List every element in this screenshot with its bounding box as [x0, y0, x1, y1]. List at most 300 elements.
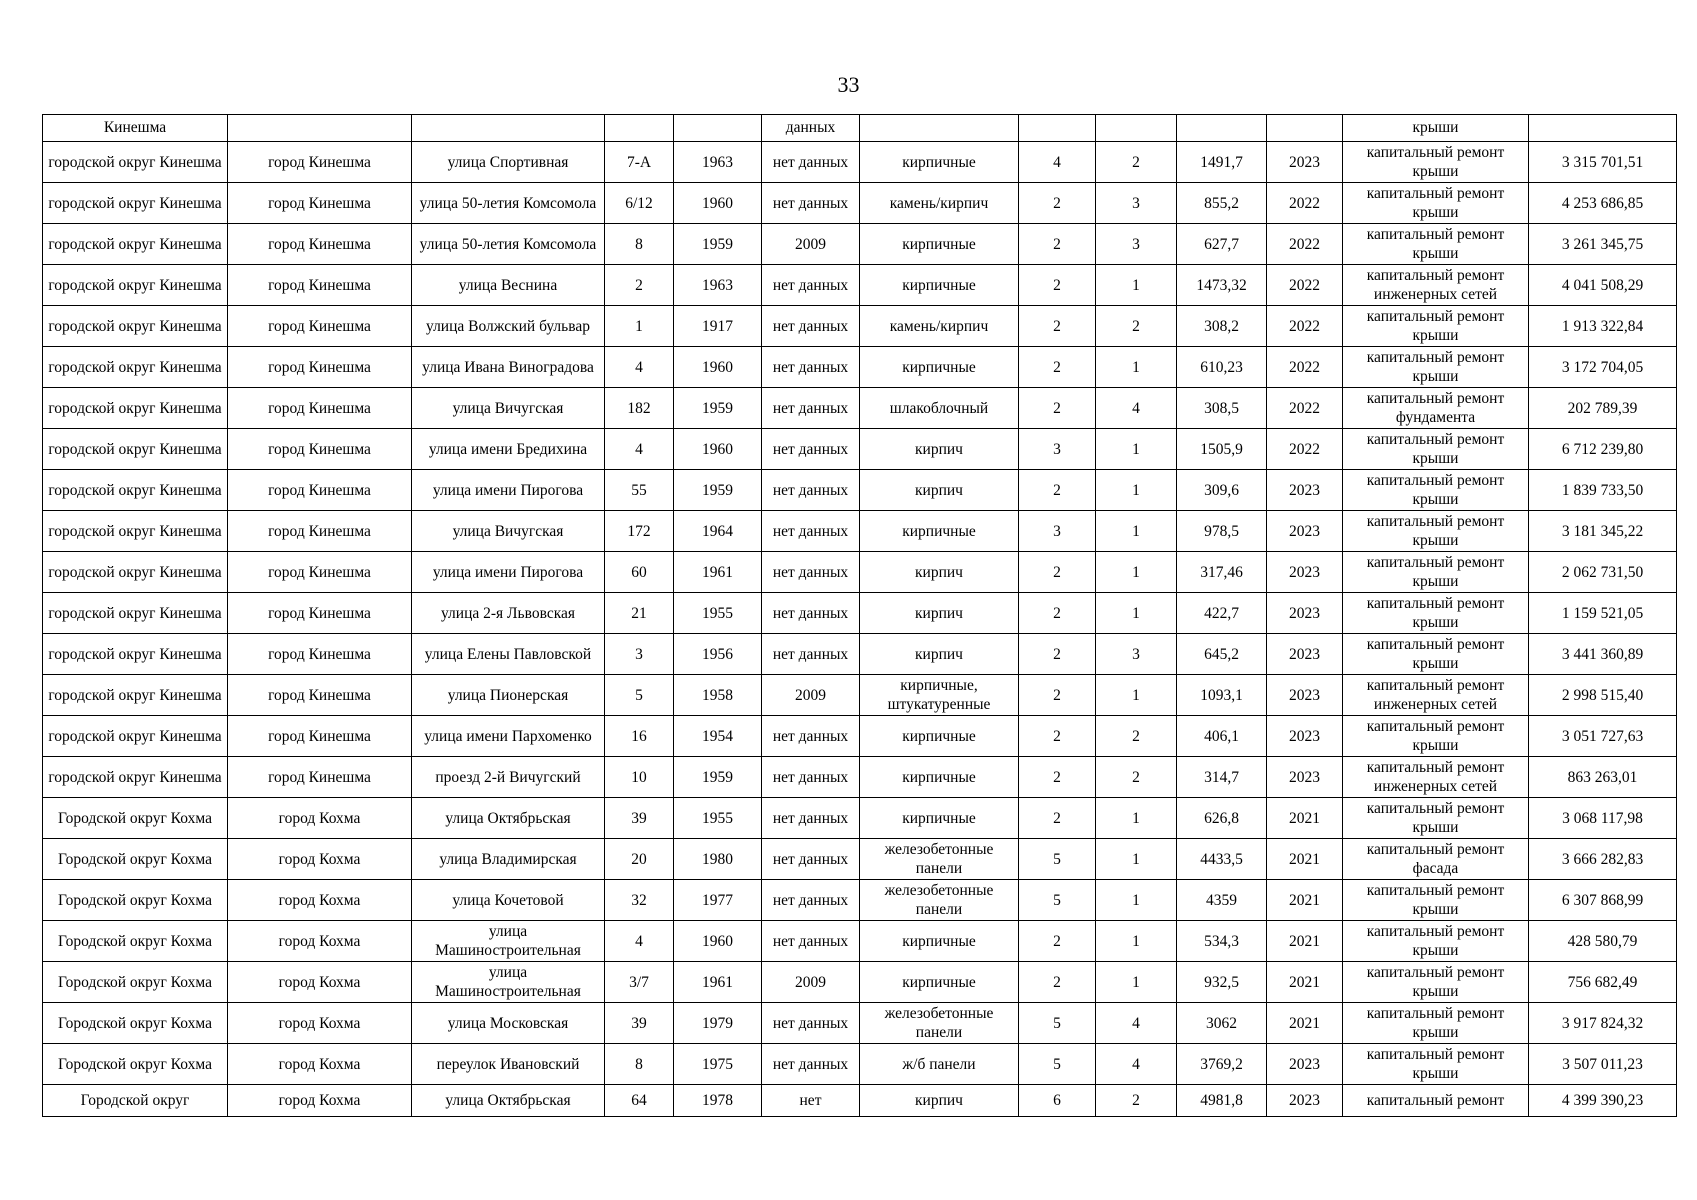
cell-settlement: город Кинешма: [228, 593, 412, 634]
cell-build-year: 1963: [674, 142, 762, 183]
cell-wall-material: кирпичные, штукатуренные: [860, 675, 1019, 716]
table-row: [43, 839, 1677, 880]
cell-floors: [1019, 115, 1096, 142]
cell-work-type: крыши: [1343, 115, 1529, 142]
cell-floors: 2: [1019, 716, 1096, 757]
cell-planned-year: 2023: [1267, 716, 1343, 757]
cell-build-year: 1961: [674, 552, 762, 593]
cell-street: улица 50-летия Комсомола: [412, 224, 605, 265]
cell-floors: 5: [1019, 839, 1096, 880]
cell-work-type: капитальный ремонт крыши: [1343, 962, 1529, 1003]
cell-floors: 3: [1019, 429, 1096, 470]
cell-planned-year: 2023: [1267, 511, 1343, 552]
cell-street: улица имени Пирогова: [412, 552, 605, 593]
cell-entrances: 1: [1096, 593, 1177, 634]
cell-planned-year: 2021: [1267, 962, 1343, 1003]
cell-work-type: капитальный ремонт крыши: [1343, 511, 1529, 552]
cell-house-number: 16: [605, 716, 674, 757]
cell-floors: 2: [1019, 675, 1096, 716]
cell-district: городской округ Кинешма: [43, 347, 228, 388]
cell-area: 3062: [1177, 1003, 1267, 1044]
cell-floors: 5: [1019, 880, 1096, 921]
table-row: [43, 347, 1677, 388]
cell-build-year: 1955: [674, 798, 762, 839]
cell-entrances: 4: [1096, 1044, 1177, 1085]
cell-area: 4433,5: [1177, 839, 1267, 880]
cell-floors: 2: [1019, 224, 1096, 265]
cell-street: улица Кочетовой: [412, 880, 605, 921]
cell-entrances: 1: [1096, 511, 1177, 552]
cell-renovation-year: нет данных: [762, 470, 860, 511]
cell-area: [1177, 115, 1267, 142]
cell-cost: 1 913 322,84: [1529, 306, 1677, 347]
cell-entrances: 3: [1096, 183, 1177, 224]
cell-entrances: 1: [1096, 429, 1177, 470]
cell-build-year: 1963: [674, 265, 762, 306]
table-row: [43, 552, 1677, 593]
cell-cost: [1529, 115, 1677, 142]
cell-wall-material: кирпич: [860, 1085, 1019, 1117]
cell-work-type: капитальный ремонт фундамента: [1343, 388, 1529, 429]
cell-planned-year: 2022: [1267, 347, 1343, 388]
cell-entrances: 1: [1096, 962, 1177, 1003]
cell-planned-year: [1267, 115, 1343, 142]
cell-planned-year: 2023: [1267, 470, 1343, 511]
cell-entrances: 2: [1096, 716, 1177, 757]
cell-planned-year: 2023: [1267, 552, 1343, 593]
cell-renovation-year: нет данных: [762, 429, 860, 470]
table-row: [43, 757, 1677, 798]
cell-settlement: город Кинешма: [228, 757, 412, 798]
cell-renovation-year: нет данных: [762, 142, 860, 183]
table-row: [43, 716, 1677, 757]
cell-street: улица Пионерская: [412, 675, 605, 716]
table-row: [43, 675, 1677, 716]
cell-build-year: [674, 115, 762, 142]
cell-settlement: город Кинешма: [228, 634, 412, 675]
cell-house-number: 8: [605, 224, 674, 265]
cell-entrances: 1: [1096, 552, 1177, 593]
cell-district: городской округ Кинешма: [43, 306, 228, 347]
cell-cost: 2 998 515,40: [1529, 675, 1677, 716]
cell-area: 406,1: [1177, 716, 1267, 757]
cell-wall-material: кирпич: [860, 552, 1019, 593]
cell-planned-year: 2021: [1267, 798, 1343, 839]
table-row: [43, 183, 1677, 224]
cell-cost: 3 261 345,75: [1529, 224, 1677, 265]
cell-street: улица Московская: [412, 1003, 605, 1044]
cell-renovation-year: нет данных: [762, 716, 860, 757]
cell-build-year: 1979: [674, 1003, 762, 1044]
cell-district: городской округ Кинешма: [43, 388, 228, 429]
cell-settlement: город Кохма: [228, 921, 412, 962]
cell-street: улица 2-я Львовская: [412, 593, 605, 634]
cell-area: 309,6: [1177, 470, 1267, 511]
cell-house-number: 55: [605, 470, 674, 511]
cell-floors: 2: [1019, 265, 1096, 306]
cell-area: 932,5: [1177, 962, 1267, 1003]
cell-house-number: 60: [605, 552, 674, 593]
cell-house-number: 32: [605, 880, 674, 921]
cell-district: городской округ Кинешма: [43, 634, 228, 675]
page-number: 33: [837, 72, 860, 97]
cell-wall-material: камень/кирпич: [860, 183, 1019, 224]
cell-settlement: город Кинешма: [228, 142, 412, 183]
cell-cost: 1 839 733,50: [1529, 470, 1677, 511]
cell-street: улица Машиностроительная: [412, 921, 605, 962]
cell-district: городской округ Кинешма: [43, 142, 228, 183]
cell-renovation-year: 2009: [762, 962, 860, 1003]
cell-area: 534,3: [1177, 921, 1267, 962]
cell-cost: 4 399 390,23: [1529, 1085, 1677, 1117]
cell-settlement: город Кинешма: [228, 347, 412, 388]
cell-renovation-year: нет данных: [762, 880, 860, 921]
cell-settlement: [228, 115, 412, 142]
cell-planned-year: 2023: [1267, 593, 1343, 634]
cell-settlement: город Кинешма: [228, 716, 412, 757]
cell-floors: 2: [1019, 552, 1096, 593]
cell-planned-year: 2023: [1267, 1044, 1343, 1085]
cell-renovation-year: нет данных: [762, 634, 860, 675]
cell-district: городской округ Кинешма: [43, 429, 228, 470]
cell-district: городской округ Кинешма: [43, 183, 228, 224]
cell-settlement: город Кохма: [228, 1085, 412, 1117]
table-row: [43, 962, 1677, 1003]
cell-district: Городской округ Кохма: [43, 1003, 228, 1044]
cell-renovation-year: нет данных: [762, 347, 860, 388]
cell-area: 317,46: [1177, 552, 1267, 593]
cell-street: улица Владимирская: [412, 839, 605, 880]
cell-cost: 6 712 239,80: [1529, 429, 1677, 470]
cell-renovation-year: нет данных: [762, 306, 860, 347]
cell-settlement: город Кохма: [228, 962, 412, 1003]
cell-street: переулок Ивановский: [412, 1044, 605, 1085]
cell-wall-material: ж/б панели: [860, 1044, 1019, 1085]
cell-planned-year: 2021: [1267, 839, 1343, 880]
cell-district: городской округ Кинешма: [43, 675, 228, 716]
table-row: [43, 224, 1677, 265]
cell-floors: 2: [1019, 347, 1096, 388]
cell-work-type: капитальный ремонт крыши: [1343, 142, 1529, 183]
cell-house-number: 1: [605, 306, 674, 347]
cell-entrances: 2: [1096, 1085, 1177, 1117]
cell-house-number: 5: [605, 675, 674, 716]
cell-house-number: 21: [605, 593, 674, 634]
cell-district: городской округ Кинешма: [43, 265, 228, 306]
cell-work-type: капитальный ремонт инженерных сетей: [1343, 265, 1529, 306]
cell-area: 610,23: [1177, 347, 1267, 388]
cell-wall-material: кирпичные: [860, 716, 1019, 757]
cell-wall-material: кирпичные: [860, 757, 1019, 798]
cell-planned-year: 2022: [1267, 183, 1343, 224]
cell-house-number: 10: [605, 757, 674, 798]
cell-area: 627,7: [1177, 224, 1267, 265]
cell-cost: 3 441 360,89: [1529, 634, 1677, 675]
cell-district: городской округ Кинешма: [43, 552, 228, 593]
cell-district: Городской округ: [43, 1085, 228, 1117]
cell-district: Городской округ Кохма: [43, 1044, 228, 1085]
cell-renovation-year: нет данных: [762, 511, 860, 552]
table-row: [43, 634, 1677, 675]
cell-street: улица Октябрьская: [412, 798, 605, 839]
cell-cost: 3 051 727,63: [1529, 716, 1677, 757]
table-row: [43, 470, 1677, 511]
cell-build-year: 1960: [674, 183, 762, 224]
cell-renovation-year: нет данных: [762, 183, 860, 224]
cell-entrances: 1: [1096, 839, 1177, 880]
cell-wall-material: железобетонные панели: [860, 880, 1019, 921]
cell-renovation-year: 2009: [762, 224, 860, 265]
cell-cost: 3 181 345,22: [1529, 511, 1677, 552]
cell-entrances: 2: [1096, 757, 1177, 798]
cell-house-number: 4: [605, 347, 674, 388]
cell-build-year: 1955: [674, 593, 762, 634]
cell-settlement: город Кинешма: [228, 306, 412, 347]
cell-area: 978,5: [1177, 511, 1267, 552]
table-row-continues: [43, 1085, 1677, 1117]
cell-floors: 5: [1019, 1003, 1096, 1044]
cell-planned-year: 2022: [1267, 388, 1343, 429]
cell-renovation-year: нет данных: [762, 1044, 860, 1085]
cell-entrances: 4: [1096, 388, 1177, 429]
cell-planned-year: 2021: [1267, 1003, 1343, 1044]
cell-wall-material: шлакоблочный: [860, 388, 1019, 429]
cell-district: городской округ Кинешма: [43, 224, 228, 265]
cell-street: улица Машиностроительная: [412, 962, 605, 1003]
cell-build-year: 1960: [674, 347, 762, 388]
cell-cost: 202 789,39: [1529, 388, 1677, 429]
cell-renovation-year: нет данных: [762, 1003, 860, 1044]
cell-wall-material: кирпичные: [860, 142, 1019, 183]
cell-work-type: капитальный ремонт крыши: [1343, 183, 1529, 224]
cell-cost: 3 315 701,51: [1529, 142, 1677, 183]
cell-house-number: 8: [605, 1044, 674, 1085]
cell-work-type: капитальный ремонт крыши: [1343, 429, 1529, 470]
cell-settlement: город Кинешма: [228, 265, 412, 306]
cell-wall-material: кирпич: [860, 593, 1019, 634]
cell-entrances: 1: [1096, 798, 1177, 839]
cell-floors: 2: [1019, 634, 1096, 675]
cell-wall-material: кирпич: [860, 470, 1019, 511]
cell-area: 645,2: [1177, 634, 1267, 675]
cell-build-year: 1959: [674, 470, 762, 511]
cell-entrances: 1: [1096, 347, 1177, 388]
cell-cost: 756 682,49: [1529, 962, 1677, 1003]
cell-street: [412, 115, 605, 142]
cell-entrances: [1096, 115, 1177, 142]
cell-settlement: город Кохма: [228, 880, 412, 921]
cell-wall-material: кирпичные: [860, 347, 1019, 388]
cell-entrances: 2: [1096, 306, 1177, 347]
cell-wall-material: кирпичные: [860, 224, 1019, 265]
cell-renovation-year: нет данных: [762, 839, 860, 880]
cell-settlement: город Кинешма: [228, 552, 412, 593]
cell-district: Городской округ Кохма: [43, 839, 228, 880]
cell-build-year: 1960: [674, 921, 762, 962]
cell-wall-material: железобетонные панели: [860, 839, 1019, 880]
cell-planned-year: 2022: [1267, 429, 1343, 470]
cell-work-type: капитальный ремонт крыши: [1343, 347, 1529, 388]
housing-repair-table: [42, 114, 1677, 1117]
cell-entrances: 4: [1096, 1003, 1177, 1044]
cell-work-type: капитальный ремонт крыши: [1343, 634, 1529, 675]
table-row: [43, 265, 1677, 306]
cell-settlement: город Кохма: [228, 798, 412, 839]
cell-settlement: город Кинешма: [228, 675, 412, 716]
cell-wall-material: [860, 115, 1019, 142]
cell-work-type: капитальный ремонт крыши: [1343, 1003, 1529, 1044]
cell-floors: 5: [1019, 1044, 1096, 1085]
cell-work-type: капитальный ремонт инженерных сетей: [1343, 675, 1529, 716]
cell-area: 626,8: [1177, 798, 1267, 839]
cell-planned-year: 2021: [1267, 921, 1343, 962]
cell-street: улица Ивана Виноградова: [412, 347, 605, 388]
table-row: [43, 306, 1677, 347]
cell-wall-material: кирпичные: [860, 962, 1019, 1003]
table-row: [43, 1044, 1677, 1085]
cell-area: 4359: [1177, 880, 1267, 921]
cell-build-year: 1958: [674, 675, 762, 716]
cell-district: городской округ Кинешма: [43, 470, 228, 511]
cell-floors: 2: [1019, 798, 1096, 839]
cell-wall-material: камень/кирпич: [860, 306, 1019, 347]
cell-floors: 2: [1019, 962, 1096, 1003]
cell-work-type: капитальный ремонт крыши: [1343, 470, 1529, 511]
cell-work-type: капитальный ремонт крыши: [1343, 716, 1529, 757]
cell-work-type: капитальный ремонт крыши: [1343, 224, 1529, 265]
cell-floors: 2: [1019, 593, 1096, 634]
cell-wall-material: кирпич: [860, 634, 1019, 675]
cell-work-type: капитальный ремонт: [1343, 1085, 1529, 1117]
cell-floors: 2: [1019, 388, 1096, 429]
cell-street: улица Спортивная: [412, 142, 605, 183]
cell-district: городской округ Кинешма: [43, 757, 228, 798]
table-row: [43, 880, 1677, 921]
cell-planned-year: 2023: [1267, 675, 1343, 716]
cell-street: улица Октябрьская: [412, 1085, 605, 1117]
cell-planned-year: 2022: [1267, 224, 1343, 265]
cell-cost: 6 307 868,99: [1529, 880, 1677, 921]
cell-renovation-year: 2009: [762, 675, 860, 716]
cell-planned-year: 2022: [1267, 265, 1343, 306]
cell-area: 1473,32: [1177, 265, 1267, 306]
cell-house-number: 172: [605, 511, 674, 552]
cell-district: Городской округ Кохма: [43, 921, 228, 962]
cell-street: улица Вичугская: [412, 511, 605, 552]
table-row: [43, 921, 1677, 962]
cell-build-year: 1956: [674, 634, 762, 675]
cell-floors: 2: [1019, 757, 1096, 798]
cell-renovation-year: нет данных: [762, 388, 860, 429]
table-row: [43, 388, 1677, 429]
cell-work-type: капитальный ремонт крыши: [1343, 798, 1529, 839]
cell-street: улица имени Пархоменко: [412, 716, 605, 757]
cell-house-number: 6/12: [605, 183, 674, 224]
cell-street: улица Волжский бульвар: [412, 306, 605, 347]
cell-house-number: 39: [605, 798, 674, 839]
cell-cost: 2 062 731,50: [1529, 552, 1677, 593]
cell-work-type: капитальный ремонт крыши: [1343, 1044, 1529, 1085]
cell-renovation-year: нет данных: [762, 757, 860, 798]
cell-settlement: город Кинешма: [228, 511, 412, 552]
cell-renovation-year: нет данных: [762, 798, 860, 839]
cell-floors: 2: [1019, 306, 1096, 347]
table-row: [43, 429, 1677, 470]
table-row: [43, 1003, 1677, 1044]
cell-entrances: 1: [1096, 265, 1177, 306]
cell-cost: 3 068 117,98: [1529, 798, 1677, 839]
cell-house-number: 2: [605, 265, 674, 306]
cell-area: 1491,7: [1177, 142, 1267, 183]
cell-settlement: город Кинешма: [228, 388, 412, 429]
cell-settlement: город Кохма: [228, 1003, 412, 1044]
cell-wall-material: железобетонные панели: [860, 1003, 1019, 1044]
cell-district: городской округ Кинешма: [43, 593, 228, 634]
cell-area: 314,7: [1177, 757, 1267, 798]
cell-house-number: 3: [605, 634, 674, 675]
cell-floors: 2: [1019, 921, 1096, 962]
cell-house-number: [605, 115, 674, 142]
cell-house-number: 4: [605, 921, 674, 962]
table-row: [43, 593, 1677, 634]
cell-street: улица имени Пирогова: [412, 470, 605, 511]
cell-build-year: 1959: [674, 757, 762, 798]
cell-settlement: город Кохма: [228, 1044, 412, 1085]
table-row: [43, 798, 1677, 839]
table-row: [43, 142, 1677, 183]
cell-planned-year: 2022: [1267, 306, 1343, 347]
cell-settlement: город Кохма: [228, 839, 412, 880]
cell-wall-material: кирпичные: [860, 798, 1019, 839]
cell-work-type: капитальный ремонт крыши: [1343, 593, 1529, 634]
cell-area: 422,7: [1177, 593, 1267, 634]
cell-area: 308,5: [1177, 388, 1267, 429]
cell-entrances: 1: [1096, 675, 1177, 716]
cell-renovation-year: нет: [762, 1085, 860, 1117]
cell-street: проезд 2-й Вичугский: [412, 757, 605, 798]
cell-house-number: 64: [605, 1085, 674, 1117]
cell-entrances: 3: [1096, 634, 1177, 675]
cell-street: улица Вичугская: [412, 388, 605, 429]
cell-planned-year: 2021: [1267, 880, 1343, 921]
cell-district: Городской округ Кохма: [43, 962, 228, 1003]
cell-work-type: капитальный ремонт фасада: [1343, 839, 1529, 880]
cell-wall-material: кирпичные: [860, 265, 1019, 306]
cell-settlement: город Кинешма: [228, 183, 412, 224]
cell-cost: 3 666 282,83: [1529, 839, 1677, 880]
table-body: [43, 115, 1677, 1117]
cell-house-number: 3/7: [605, 962, 674, 1003]
cell-entrances: 3: [1096, 224, 1177, 265]
cell-house-number: 4: [605, 429, 674, 470]
cell-area: 1505,9: [1177, 429, 1267, 470]
cell-floors: 2: [1019, 183, 1096, 224]
cell-district: городской округ Кинешма: [43, 511, 228, 552]
cell-entrances: 2: [1096, 142, 1177, 183]
cell-planned-year: 2023: [1267, 757, 1343, 798]
cell-build-year: 1978: [674, 1085, 762, 1117]
cell-build-year: 1954: [674, 716, 762, 757]
cell-floors: 4: [1019, 142, 1096, 183]
cell-area: 4981,8: [1177, 1085, 1267, 1117]
cell-district: Кинешма: [43, 115, 228, 142]
cell-street: улица Веснина: [412, 265, 605, 306]
cell-entrances: 1: [1096, 470, 1177, 511]
cell-wall-material: кирпич: [860, 429, 1019, 470]
cell-street: улица имени Бредихина: [412, 429, 605, 470]
cell-floors: 3: [1019, 511, 1096, 552]
cell-cost: 428 580,79: [1529, 921, 1677, 962]
